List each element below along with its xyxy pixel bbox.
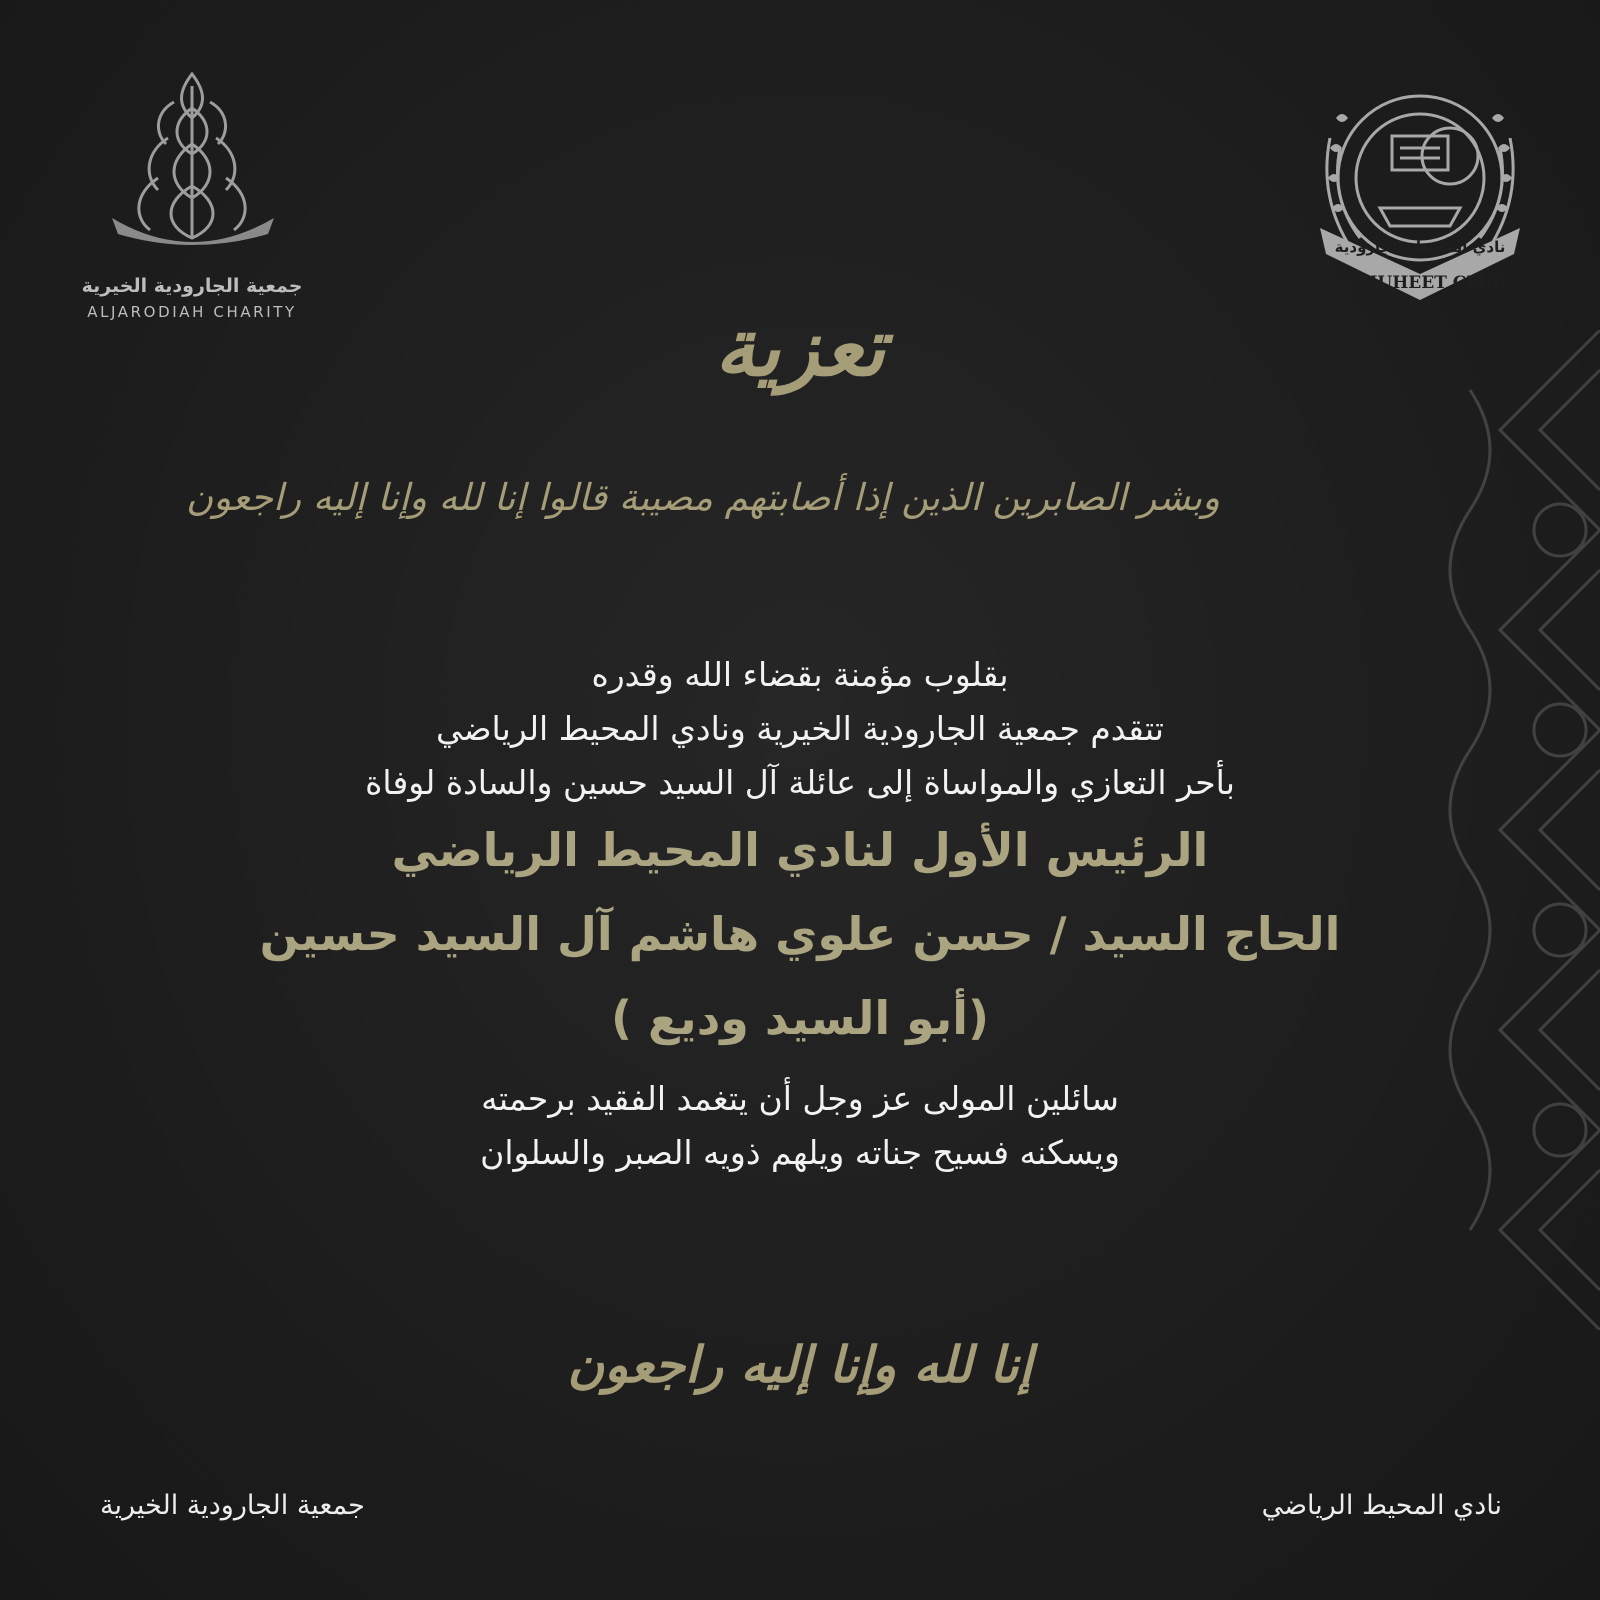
condolence-body — [100, 650, 1500, 1178]
signature-charity: جمعية الجارودية الخيرية — [100, 1490, 365, 1521]
closing-phrase: إنا لله وإنا إليه راجعون — [567, 1335, 1033, 1394]
club-name-arabic: نادي المحيط بالجارودية — [1334, 238, 1506, 256]
body-line-2: تتقدم جمعية الجارودية الخيرية ونادي المحيط الرياضي — [436, 709, 1164, 748]
charity-name-arabic: جمعية الجارودية الخيرية — [81, 275, 303, 297]
body-line-1: بقلوب مؤمنة بقضاء الله وقدره — [591, 655, 1009, 694]
body-line-3: بأحر التعازي والمواساة إلى عائلة آل السيد حسين والسادة لوفاة — [365, 763, 1235, 802]
charity-logo — [62, 66, 322, 321]
body-line-4: سائلين المولى عز وجل أن يتغمد الفقيد برحمته — [481, 1079, 1119, 1118]
deceased-kunya: (أبو السيد وديع ) — [610, 991, 990, 1045]
body-line-5: ويسكنه فسيح جناته ويلهم ذويه الصبر والسلوان — [480, 1133, 1120, 1172]
page-title: تعزية — [714, 300, 886, 394]
charity-name-english: ALJARODIAH CHARITY — [87, 303, 297, 321]
quran-verse: وبشر الصابرين الذين إذا أصابتهم مصيبة قالوا إنا لله وإنا إليه راجعون — [186, 476, 1220, 519]
club-name-english: ALMUHEET CLUB — [1333, 273, 1507, 293]
signature-club: نادي المحيط الرياضي — [1261, 1490, 1502, 1521]
deceased-title: الرئيس الأول لنادي المحيط الرياضي — [391, 823, 1209, 877]
wheat-boat-icon — [92, 66, 292, 251]
club-crest-icon — [1300, 78, 1540, 318]
deceased-name: الحاج السيد / حسن علوي هاشم آل السيد حسين — [259, 907, 1341, 961]
